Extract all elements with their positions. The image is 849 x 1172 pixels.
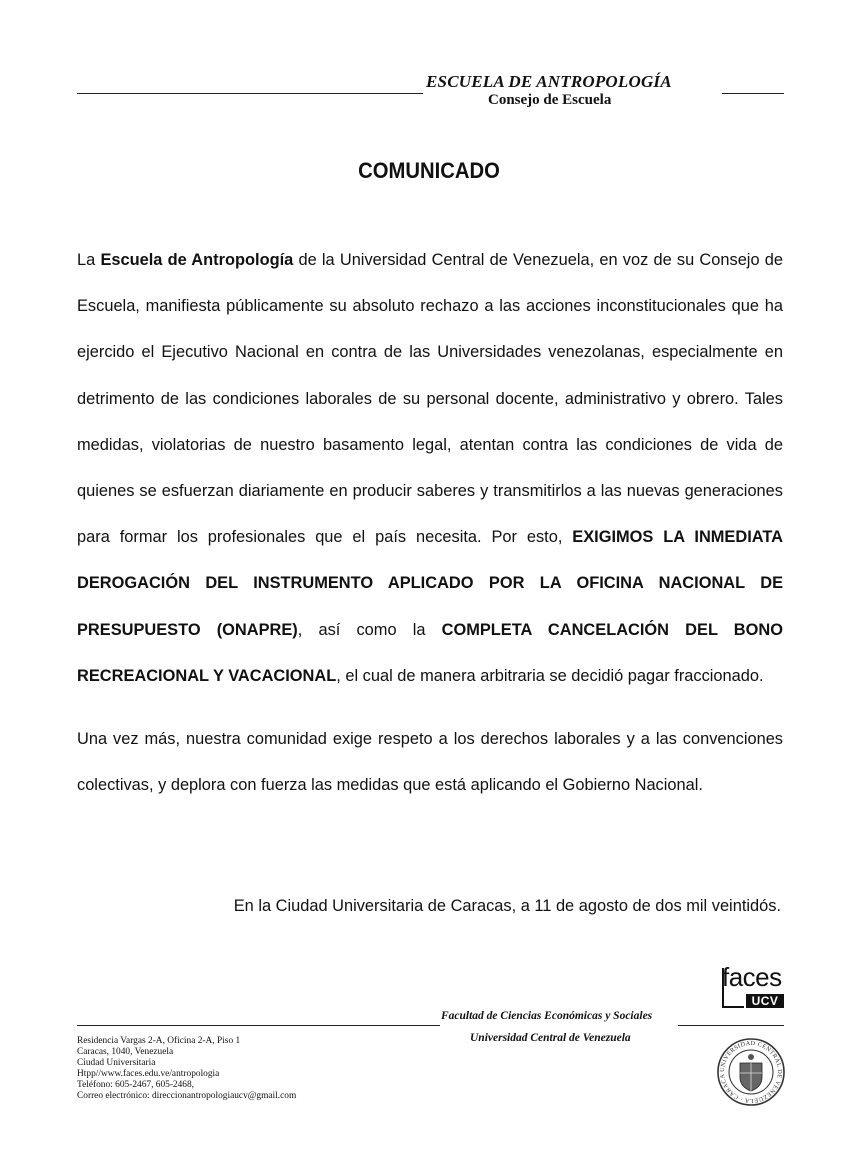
address-line: Correo electrónico: direccionantropologiaucv@gmail.com — [77, 1091, 297, 1102]
text-run: de la Universidad Central de Venezuela, en voz de su Consejo de Escuela, manifiesta públicamente su absoluto rechazo a las acciones inconstitucionales que ha ejercido el Ejecutivo Nacional en contra de las Universidades venezolanas, especialmente en detrimento de las condiciones laborales de su personal docente, administrativo y obrero. Tales medidas, violatorias de nuestro basamento legal, atentan contra las condiciones de vida de quienes se esfuerzan diariamente en producir saberes y transmitirlos a las nuevas generaciones para formar los profesionales que el país necesita. Por esto, — [77, 251, 783, 547]
text-run: , el cual de manera arbitraria se decidió pagar fraccionado. — [336, 666, 764, 685]
closing-date-line: En la Ciudad Universitaria de Caracas, a 11 de agosto de dos mil veintidós. — [233, 897, 781, 915]
faces-logo-ucv: UCV — [746, 994, 784, 1008]
address-line: Residencia Vargas 2-A, Oficina 2-A, Piso 1 — [77, 1036, 241, 1046]
footer-faculty: Facultad de Ciencias Económicas y Sociales — [441, 1010, 653, 1022]
school-name: ESCUELA DE ANTROPOLOGÍA — [426, 72, 672, 91]
paragraph-main — [77, 237, 783, 699]
text-run: , así como la — [297, 620, 442, 639]
header-rule-left — [77, 93, 423, 94]
header-rule-right — [722, 93, 784, 94]
council-name: Consejo de Escuela — [488, 92, 612, 108]
text-run: La — [77, 251, 101, 269]
address-line: Caracas, 1040, Venezuela — [77, 1047, 174, 1058]
bold-run-demand-onapre: EXIGIMOS LA INMEDIATA DEROGACIÓN DEL INSTRUMENTO APLICADO POR LA OFICINA NACIONAL DE PRESUPUESTO (ONAPRE) — [77, 528, 784, 639]
faces-logo-word: faces — [722, 962, 782, 992]
footer-rule-left — [77, 1025, 440, 1026]
svg-text:UNIVERSIDAD CENTRAL DE VENEZUE: UNIVERSIDAD CENTRAL DE VENEZUELA · CARACA — [718, 1039, 784, 1105]
address-line: Ciudad Universitaria — [77, 1058, 156, 1069]
document-title: COMUNICADO — [358, 158, 500, 183]
faces-logo — [722, 964, 784, 1008]
footer-address — [77, 1036, 296, 1103]
footer-university: Universidad Central de Venezuela — [470, 1032, 631, 1044]
bold-run-demand-bono: COMPLETA CANCELACIÓN DEL BONO RECREACIONAL Y VACACIONAL — [77, 620, 783, 685]
address-line: Teléfono: 605-2467, 605-2468, — [77, 1080, 195, 1091]
bold-run-school: Escuela de Antropología — [100, 251, 294, 269]
paragraph-second: Una vez más, nuestra comunidad exige respeto a los derechos laborales y a las convenciones colectivas, y deplora con fuerza las medidas que está aplicando el Gobierno Nacional. — [77, 730, 783, 795]
address-line: Htpp//www.faces.edu.ve/antropologia — [77, 1069, 220, 1080]
ucv-seal-icon — [716, 1037, 786, 1107]
footer-rule-right — [678, 1025, 784, 1026]
